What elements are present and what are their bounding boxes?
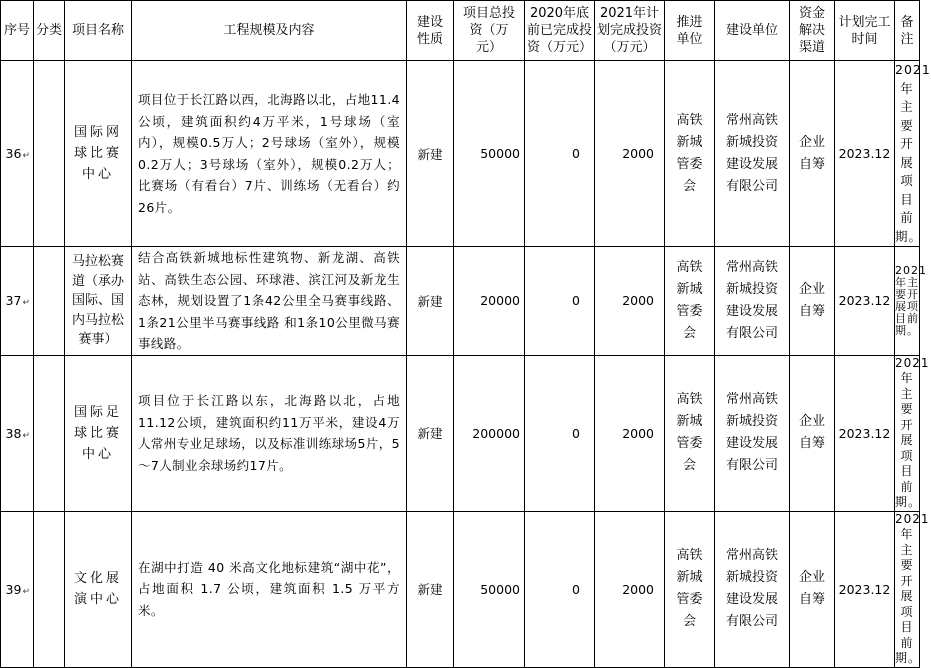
row-funding: 企业自筹 [790,355,835,511]
header-remark: 备注 [895,1,920,61]
row-builder: 常州高铁新城投资建设发展有限公司 [715,511,790,667]
row-category [34,511,65,667]
row-remark: 2021年主要开展项目前期。 [895,247,920,356]
header-completed-2020: 2020年底前已完成投资（万元） [525,1,595,61]
row-scope: 结合高铁新城地标性建筑物、新龙湖、高铁站、高铁生态公园、环球港、滨江河及新龙生态林，规划设置了1条42公里全马赛事线路、1条21公里半马赛事线路 和1条10公里微马赛事线路。 [132,247,407,356]
row-category [34,61,65,247]
row-promoter: 高铁新城管委会 [665,511,715,667]
row-total-investment: 200000 [454,355,525,511]
row-name: 国际足球比赛中心 [65,355,132,511]
row-name: 文化展演中心 [65,511,132,667]
row-total-investment: 50000 [454,511,525,667]
row-completion-time: 2023.12 [835,511,895,667]
row-builder: 常州高铁新城投资建设发展有限公司 [715,355,790,511]
row-promoter: 高铁新城管委会 [665,247,715,356]
header-nature: 建设性质 [407,1,454,61]
row-funding: 企业自筹 [790,247,835,356]
header-funding: 资金解决渠道 [790,1,835,61]
row-name: 国际网球比赛中心 [65,61,132,247]
row-remark: 2021年主要开展项目前期。 [895,355,930,509]
row-builder: 常州高铁新城投资建设发展有限公司 [715,61,790,247]
row-nature: 新建 [407,355,454,511]
row-completed-2020: 0 [525,511,595,667]
header-completion-time: 计划完工时间 [835,1,895,61]
header-name: 项目名称 [65,1,132,61]
row-plan-2021: 2000 [595,247,665,356]
row-completion-time: 2023.12 [835,61,895,247]
row-total-investment: 50000 [454,61,525,247]
table-row [1,355,920,511]
row-scope: 项目位于长江路以西，北海路以北，占地11.4公顷，建筑面积约4万平米，1号球场（室内），规模0.5万人；2号球场（室外），规模0.2万人；3号球场（室外），规模0.2万人；比赛场（有看台）7片、训练场（无看台）约26片。 [132,61,407,247]
row-name: 马拉松赛道（承办国际、国内马拉松赛事） [65,247,132,356]
table-row [1,61,920,247]
row-remark: 2021年主要开展项目前期。 [895,61,920,247]
row-completed-2020: 0 [525,247,595,356]
row-completed-2020: 0 [525,61,595,247]
header-seq: 序号 [1,1,34,61]
row-completed-2020: 0 [525,355,595,511]
header-category: 分类 [34,1,65,61]
table-row [1,511,920,667]
header-plan-2021: 2021年计划完成投资（万元） [595,1,665,61]
row-plan-2021: 2000 [595,511,665,667]
row-promoter: 高铁新城管委会 [665,355,715,511]
row-category [34,355,65,511]
row-nature: 新建 [407,61,454,247]
table-header [1,1,920,61]
row-builder: 常州高铁新城投资建设发展有限公司 [715,247,790,356]
row-seq: 37↵ [1,247,34,356]
row-promoter: 高铁新城管委会 [665,61,715,247]
header-scope: 工程规模及内容 [132,1,407,61]
row-scope: 在湖中打造 40 米高文化地标建筑“湖中花”，占地面积 1.7 公顷，建筑面积 1.5 万平方米。 [132,511,407,667]
row-funding: 企业自筹 [790,511,835,667]
row-seq: 38↵ [1,355,34,511]
header-builder: 建设单位 [715,1,790,61]
row-completion-time: 2023.12 [835,355,895,511]
row-seq: 36↵ [1,61,34,247]
row-total-investment: 20000 [454,247,525,356]
row-plan-2021: 2000 [595,355,665,511]
row-scope: 项目位于长江路以东，北海路以北，占地11.12公顷，建筑面积约11万平米，建设4万人常州专业足球场，以及标准训练球场5片，5～7人制业余球场约17片。 [132,355,407,511]
row-plan-2021: 2000 [595,61,665,247]
row-nature: 新建 [407,247,454,356]
row-completion-time: 2023.12 [835,247,895,356]
row-category [34,247,65,356]
table-row [1,247,920,356]
header-promoter: 推进单位 [665,1,715,61]
row-remark: 2021年主要开展项目前期。 [895,511,930,665]
row-nature: 新建 [407,511,454,667]
header-total-investment: 项目总投资（万元） [454,1,525,61]
row-funding: 企业自筹 [790,61,835,247]
row-seq: 39↵ [1,511,34,667]
